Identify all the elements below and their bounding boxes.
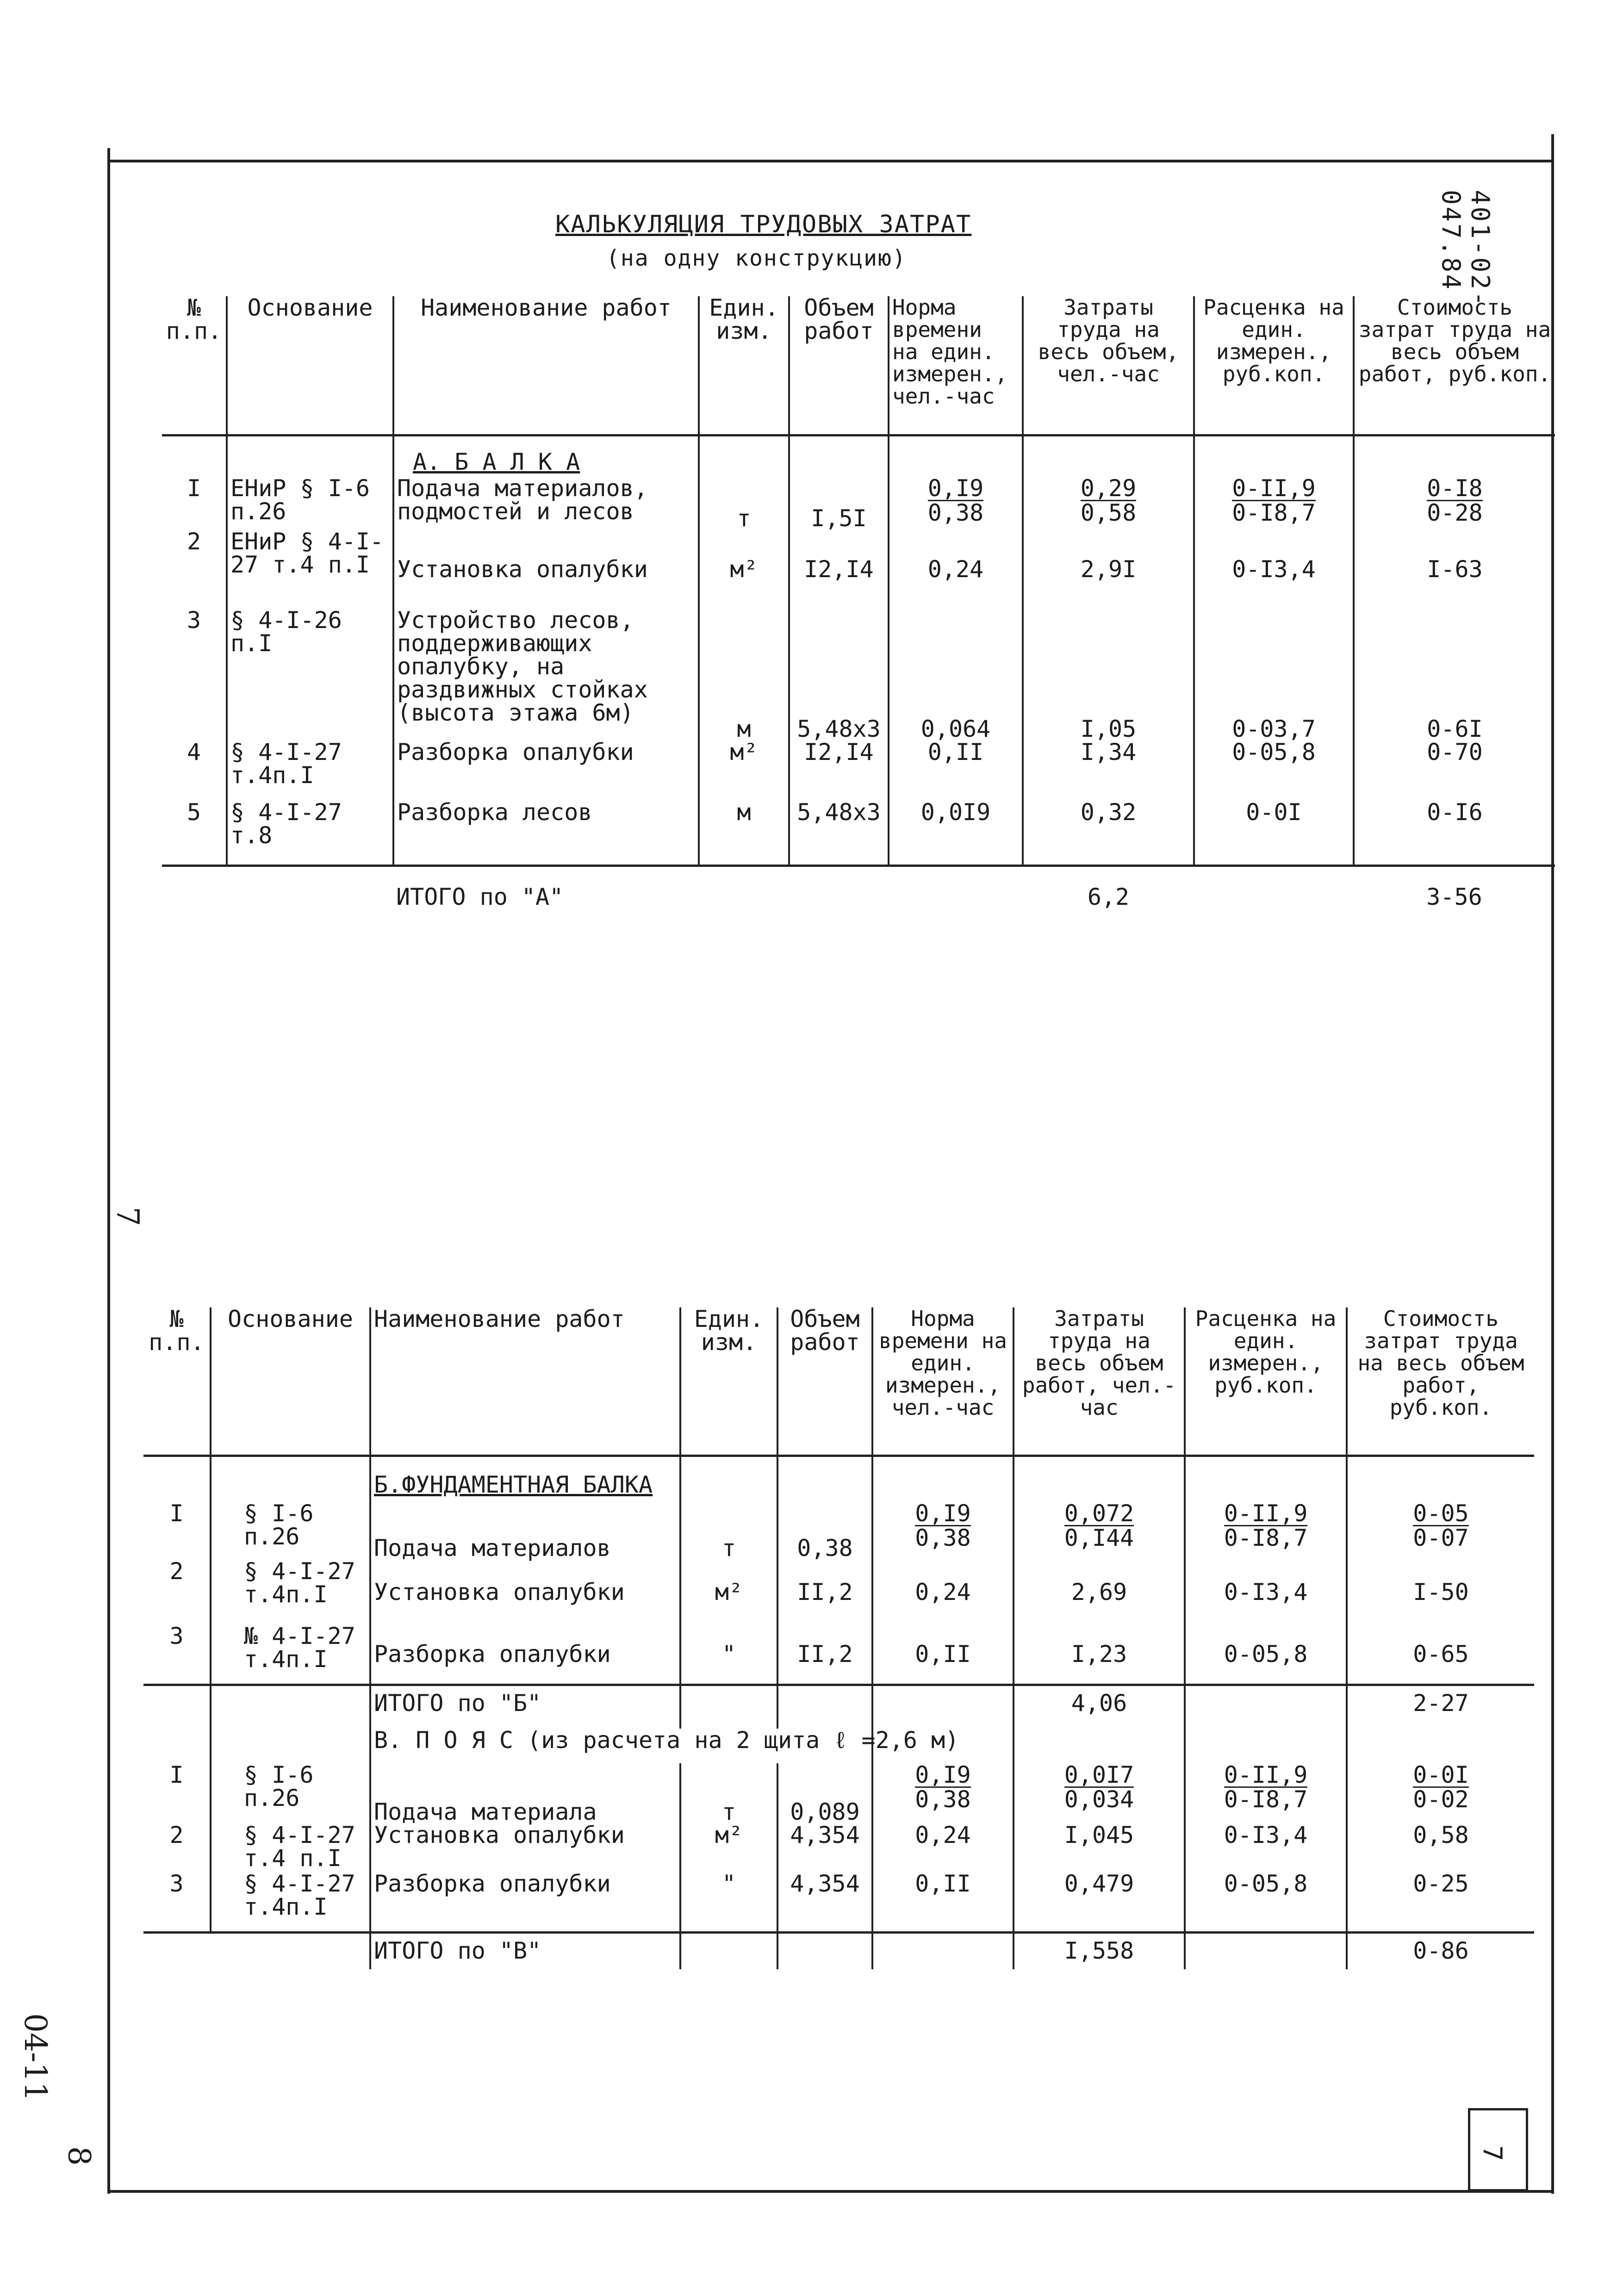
side-document-code: 401-02-047.84	[1436, 190, 1495, 308]
labor-fraction: $\frac{0,0I7}{0,034}$	[1064, 1761, 1134, 1813]
row-norm: 0,II	[872, 1624, 1014, 1685]
row-work-name: Подача материалов	[370, 1502, 680, 1560]
row-rate: 0-05,8	[1194, 740, 1354, 801]
labor-fraction: $\frac{0,29}{0,58}$	[1080, 475, 1137, 526]
row-rate: 0-I3,4	[1194, 530, 1354, 609]
row-number: 3	[187, 607, 201, 634]
row-unit: м²	[699, 740, 789, 801]
table-row	[143, 1624, 1534, 1685]
labor-calc-table-a	[162, 296, 1555, 908]
row-work-name: Установка опалубки	[370, 1823, 680, 1872]
cost-fraction: $\frac{0-05}{0-07}$	[1413, 1500, 1469, 1551]
row-unit: т	[680, 1763, 777, 1823]
row-volume: I2,I4	[789, 740, 889, 801]
row-volume: 4,354	[777, 1872, 872, 1932]
rate-fraction: $\frac{0-II,9}{0-I8,7}$	[1224, 1500, 1308, 1551]
cost-fraction: $\frac{0-I8}{0-28}$	[1427, 475, 1483, 526]
col-header-rate: Расценка на един. измерен., руб.коп.	[1185, 1307, 1347, 1456]
total-labor-b: 4,06	[1014, 1685, 1185, 1729]
row-number: 2	[187, 528, 201, 555]
total-row-a	[162, 865, 1555, 908]
table-row	[162, 801, 1555, 865]
row-basis: § I-6 п.26	[211, 1502, 370, 1560]
section-a-title: А. Б А Л К А	[393, 435, 699, 477]
total-cost-b: 2-27	[1347, 1685, 1534, 1729]
row-work-name: Устройство лесов, поддерживающих опалубку, на раздвижных стойках (высота этажа 6м)	[393, 609, 699, 740]
page-number: 7	[1477, 2145, 1507, 2161]
table-row	[162, 740, 1555, 801]
section-b-title: Б.ФУНДАМЕНТНАЯ БАЛКА	[370, 1456, 680, 1502]
row-cost: 0-I6	[1354, 801, 1555, 865]
row-rate: 0-05,8	[1185, 1872, 1347, 1932]
row-unit: м²	[680, 1560, 777, 1624]
total-cost-c: 0-86	[1347, 1932, 1534, 1969]
col-header-unit: Един. изм.	[699, 296, 789, 435]
col-header-number: № п.п.	[162, 296, 227, 435]
row-rate: 0-03,7	[1194, 609, 1354, 740]
row-cost: 0,58	[1347, 1823, 1534, 1872]
margin-mark-top: 7	[110, 1207, 146, 1226]
total-labor-a: 6,2	[1023, 865, 1194, 908]
col-header-cost: Стоимость затрат труда на весь объем работ, руб.коп.	[1347, 1307, 1534, 1456]
rate-fraction: $\frac{0-II,9}{0-I8,7}$	[1232, 475, 1316, 526]
row-work-name: Разборка лесов	[393, 801, 699, 865]
row-basis: § 4-I-27 т.4п.I	[227, 740, 393, 801]
row-work-name: Разборка опалубки	[393, 740, 699, 801]
row-unit: м	[699, 801, 789, 865]
row-basis: § 4-I-26 п.I	[227, 609, 393, 740]
total-labor-c: I,558	[1014, 1932, 1185, 1969]
row-labor: 2,69	[1014, 1560, 1185, 1624]
row-cost: 0-65	[1347, 1624, 1534, 1685]
row-volume: 0,38	[777, 1502, 872, 1560]
total-label-c: ИТОГО по "В"	[370, 1932, 680, 1969]
norm-fraction: $\frac{0,I9}{0,38}$	[915, 1761, 971, 1813]
row-number: 5	[187, 799, 201, 826]
row-norm: 0,24	[872, 1823, 1014, 1872]
margin-mark-bottom: 8	[61, 2146, 97, 2166]
total-row-c	[143, 1932, 1534, 1969]
row-volume: 5,48x3	[789, 801, 889, 865]
row-volume: II,2	[777, 1560, 872, 1624]
row-basis: § 4-I-27 т.4п.I	[211, 1872, 370, 1932]
total-row-b	[143, 1685, 1534, 1729]
total-cost-a: 3-56	[1354, 865, 1555, 908]
col-header-volume: Объем работ	[789, 296, 889, 435]
row-cost: I-63	[1354, 530, 1555, 609]
row-volume: I2,I4	[789, 530, 889, 609]
col-header-number: № п.п.	[143, 1307, 211, 1456]
row-number: I	[169, 1500, 184, 1527]
frame-left-line	[107, 148, 110, 2194]
row-norm: 0,II	[889, 740, 1023, 801]
row-basis: ЕНиР § I-6 п.26	[227, 477, 393, 530]
col-header-cost: Стоимость затрат труда на весь объем работ, руб.коп.	[1354, 296, 1555, 435]
row-norm: 0,0I9	[889, 801, 1023, 865]
norm-fraction: $\frac{0,I9}{0,38}$	[915, 1500, 971, 1551]
document-subtitle: (на одну конструкцию)	[606, 245, 907, 271]
row-volume: I,5I	[789, 477, 889, 530]
row-unit: м²	[699, 530, 789, 609]
row-norm: 0,II	[872, 1872, 1014, 1932]
row-volume: II,2	[777, 1624, 872, 1685]
row-norm: 0,064	[889, 609, 1023, 740]
row-labor: 2,9I	[1023, 530, 1194, 609]
col-header-basis: Основание	[227, 296, 393, 435]
row-number: I	[169, 1761, 184, 1788]
row-norm: 0,24	[872, 1560, 1014, 1624]
col-header-work-name: Наименование работ	[393, 296, 699, 435]
row-labor: I,34	[1023, 740, 1194, 801]
row-cost: 0-70	[1354, 740, 1555, 801]
row-unit: "	[680, 1872, 777, 1932]
row-norm: 0,24	[889, 530, 1023, 609]
row-basis: ЕНиР § 4-I-27 т.4 п.I	[227, 530, 393, 609]
row-unit: м²	[680, 1823, 777, 1872]
row-labor: I,05	[1023, 609, 1194, 740]
col-header-norm: Норма времени на един. измерен., чел.-час	[889, 296, 1023, 435]
labor-fraction: $\frac{0,072}{0,I44}$	[1064, 1500, 1134, 1551]
row-rate: 0-I3,4	[1185, 1823, 1347, 1872]
col-header-rate: Расценка на един. измерен., руб.коп.	[1194, 296, 1354, 435]
row-work-name: Разборка опалубки	[370, 1624, 680, 1685]
row-basis: § 4-I-27 т.8	[227, 801, 393, 865]
total-label-b: ИТОГО по "Б"	[370, 1685, 680, 1729]
table-row	[162, 530, 1555, 609]
document-title: КАЛЬКУЛЯЦИЯ ТРУДОВЫХ ЗАТРАТ	[555, 211, 972, 238]
row-cost: 0-6I	[1354, 609, 1555, 740]
row-unit: м	[699, 609, 789, 740]
row-number: 2	[169, 1558, 184, 1585]
row-work-name: Подача материала	[370, 1763, 680, 1823]
margin-code: 04-11	[18, 2013, 53, 2102]
row-number: 2	[169, 1822, 184, 1848]
rate-fraction: $\frac{0-II,9}{0-I8,7}$	[1224, 1761, 1308, 1813]
section-c-title: В. П О Я С (из расчета на 2 щита ℓ =2,6 м)	[370, 1729, 872, 1763]
row-unit: т	[680, 1502, 777, 1560]
col-header-volume: Объем работ	[777, 1307, 872, 1456]
frame-bottom-line	[107, 2190, 1551, 2193]
row-work-name: Установка опалубки	[370, 1560, 680, 1624]
row-number: 3	[169, 1870, 184, 1897]
row-labor: I,045	[1014, 1823, 1185, 1872]
row-labor: 0,32	[1023, 801, 1194, 865]
cost-fraction: $\frac{0-0I}{0-02}$	[1413, 1761, 1469, 1813]
table-row	[162, 609, 1555, 740]
row-rate: 0-I3,4	[1185, 1560, 1347, 1624]
row-number: 4	[187, 739, 201, 765]
row-labor: I,23	[1014, 1624, 1185, 1685]
col-header-work-name: Наименование работ	[370, 1307, 680, 1456]
table-row	[143, 1560, 1534, 1624]
row-basis: № 4-I-27 т.4п.I	[211, 1624, 370, 1685]
col-header-basis: Основание	[211, 1307, 370, 1456]
row-basis: § I-6 п.26	[211, 1763, 370, 1823]
total-label-a: ИТОГО по "А"	[393, 865, 699, 908]
table-row	[143, 1823, 1534, 1872]
table-row	[143, 1763, 1534, 1823]
row-volume: 4,354	[777, 1823, 872, 1872]
col-header-labor: Затраты труда на весь объем работ, чел.-час	[1014, 1307, 1185, 1456]
norm-fraction: $\frac{0,I9}{0,38}$	[927, 475, 984, 526]
row-work-name: Подача материалов, подмостей и лесов	[393, 477, 699, 530]
row-number: I	[187, 475, 201, 502]
table-row	[143, 1502, 1534, 1560]
row-work-name: Установка опалубки	[393, 530, 699, 609]
table-row	[162, 477, 1555, 530]
row-volume: 5,48x3	[789, 609, 889, 740]
frame-top-line	[107, 160, 1551, 162]
row-work-name: Разборка опалубки	[370, 1872, 680, 1932]
row-unit: "	[680, 1624, 777, 1685]
row-volume: 0,089	[777, 1763, 872, 1823]
row-rate: 0-05,8	[1185, 1624, 1347, 1685]
row-basis: § 4-I-27 т.4 п.I	[211, 1823, 370, 1872]
col-header-labor: Затраты труда на весь объем, чел.-час	[1023, 296, 1194, 435]
col-header-unit: Един. изм.	[680, 1307, 777, 1456]
labor-calc-table-b-c	[143, 1307, 1534, 1969]
table-row	[143, 1872, 1534, 1932]
row-basis: § 4-I-27 т.4п.I	[211, 1560, 370, 1624]
col-header-norm: Норма времени на един. измерен., чел.-час	[872, 1307, 1014, 1456]
row-number: 3	[169, 1623, 184, 1649]
row-labor: 0,479	[1014, 1872, 1185, 1932]
page-number-box	[1468, 2108, 1528, 2191]
row-rate: 0-0I	[1194, 801, 1354, 865]
row-cost: 0-25	[1347, 1872, 1534, 1932]
row-unit: т	[699, 477, 789, 530]
row-cost: I-50	[1347, 1560, 1534, 1624]
